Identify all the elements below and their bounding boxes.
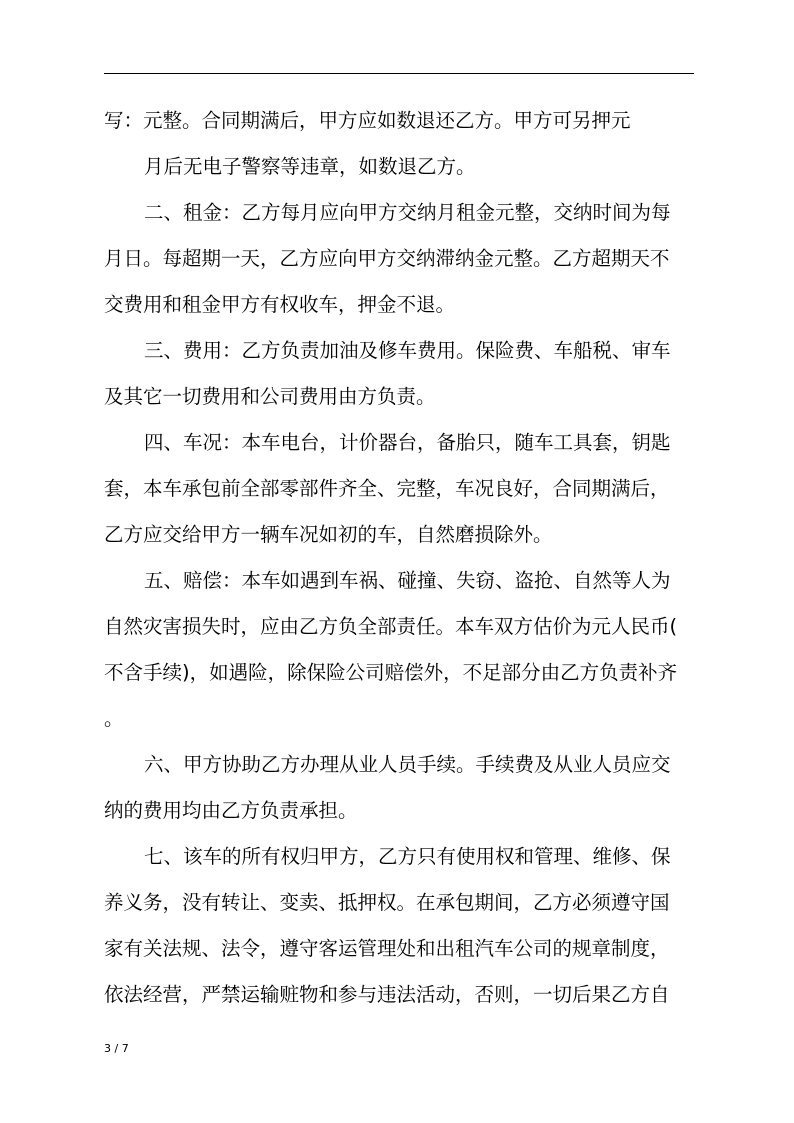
clause-5-line-4: 。 — [104, 707, 124, 730]
clause-6-line-2: 纳的费用均由乙方负责承担。 — [104, 799, 358, 822]
clause-4-line-2: 套，本车承包前全部零部件齐全、完整，车况良好，合同期满后， — [104, 477, 670, 500]
document-body — [104, 98, 694, 1018]
header-rule — [104, 73, 694, 74]
clause-3-line-2: 及其它一切费用和公司费用由方负责。 — [104, 385, 436, 408]
clause-5-line-3: 不含手续)，如遇险，除保险公司赔偿外，不足部分由乙方负责补齐 — [104, 661, 678, 684]
clause-7-line-2: 养义务，没有转让、变卖、抵押权。在承包期间，乙方必须遵守国 — [104, 891, 670, 914]
clause-5-line-1: 五、赔偿：本车如遇到车祸、碰撞、失窃、盗抢、自然等人为 — [144, 569, 671, 592]
clause-3-line-1: 三、费用：乙方负责加油及修车费用。保险费、车船税、审车 — [144, 339, 671, 362]
clause-7-line-3: 家有关法规、法令，遵守客运管理处和出租汽车公司的规章制度， — [104, 937, 670, 960]
clause-2-line-2: 月日。每超期一天，乙方应向甲方交纳滞纳金元整。乙方超期天不 — [104, 247, 670, 270]
clause-7-line-1: 七、该车的所有权归甲方，乙方只有使用权和管理、维修、保 — [144, 845, 671, 868]
text-line-1: 写：元整。合同期满后，甲方应如数退还乙方。甲方可另押元 — [104, 109, 631, 132]
clause-2-line-3: 交费用和租金甲方有权收车，押金不退。 — [104, 293, 456, 316]
clause-2-line-1: 二、租金：乙方每月应向甲方交纳月租金元整，交纳时间为每 — [144, 201, 671, 224]
clause-5-line-2: 自然灾害损失时，应由乙方负全部责任。本车双方估价为元人民币( — [104, 615, 678, 638]
text-line-2: 月后无电子警察等违章，如数退乙方。 — [144, 155, 476, 178]
clause-6-line-1: 六、甲方协助乙方办理从业人员手续。手续费及从业人员应交 — [144, 753, 671, 776]
clause-7-line-4: 依法经营，严禁运输赃物和参与违法活动，否则，一切后果乙方自 — [104, 983, 670, 1006]
clause-4-line-3: 乙方应交给甲方一辆车况如初的车，自然磨损除外。 — [104, 523, 553, 546]
page-number: 3 / 7 — [104, 1042, 129, 1055]
clause-4-line-1: 四、车况：本车电台，计价器台，备胎只，随车工具套，钥匙 — [144, 431, 671, 454]
